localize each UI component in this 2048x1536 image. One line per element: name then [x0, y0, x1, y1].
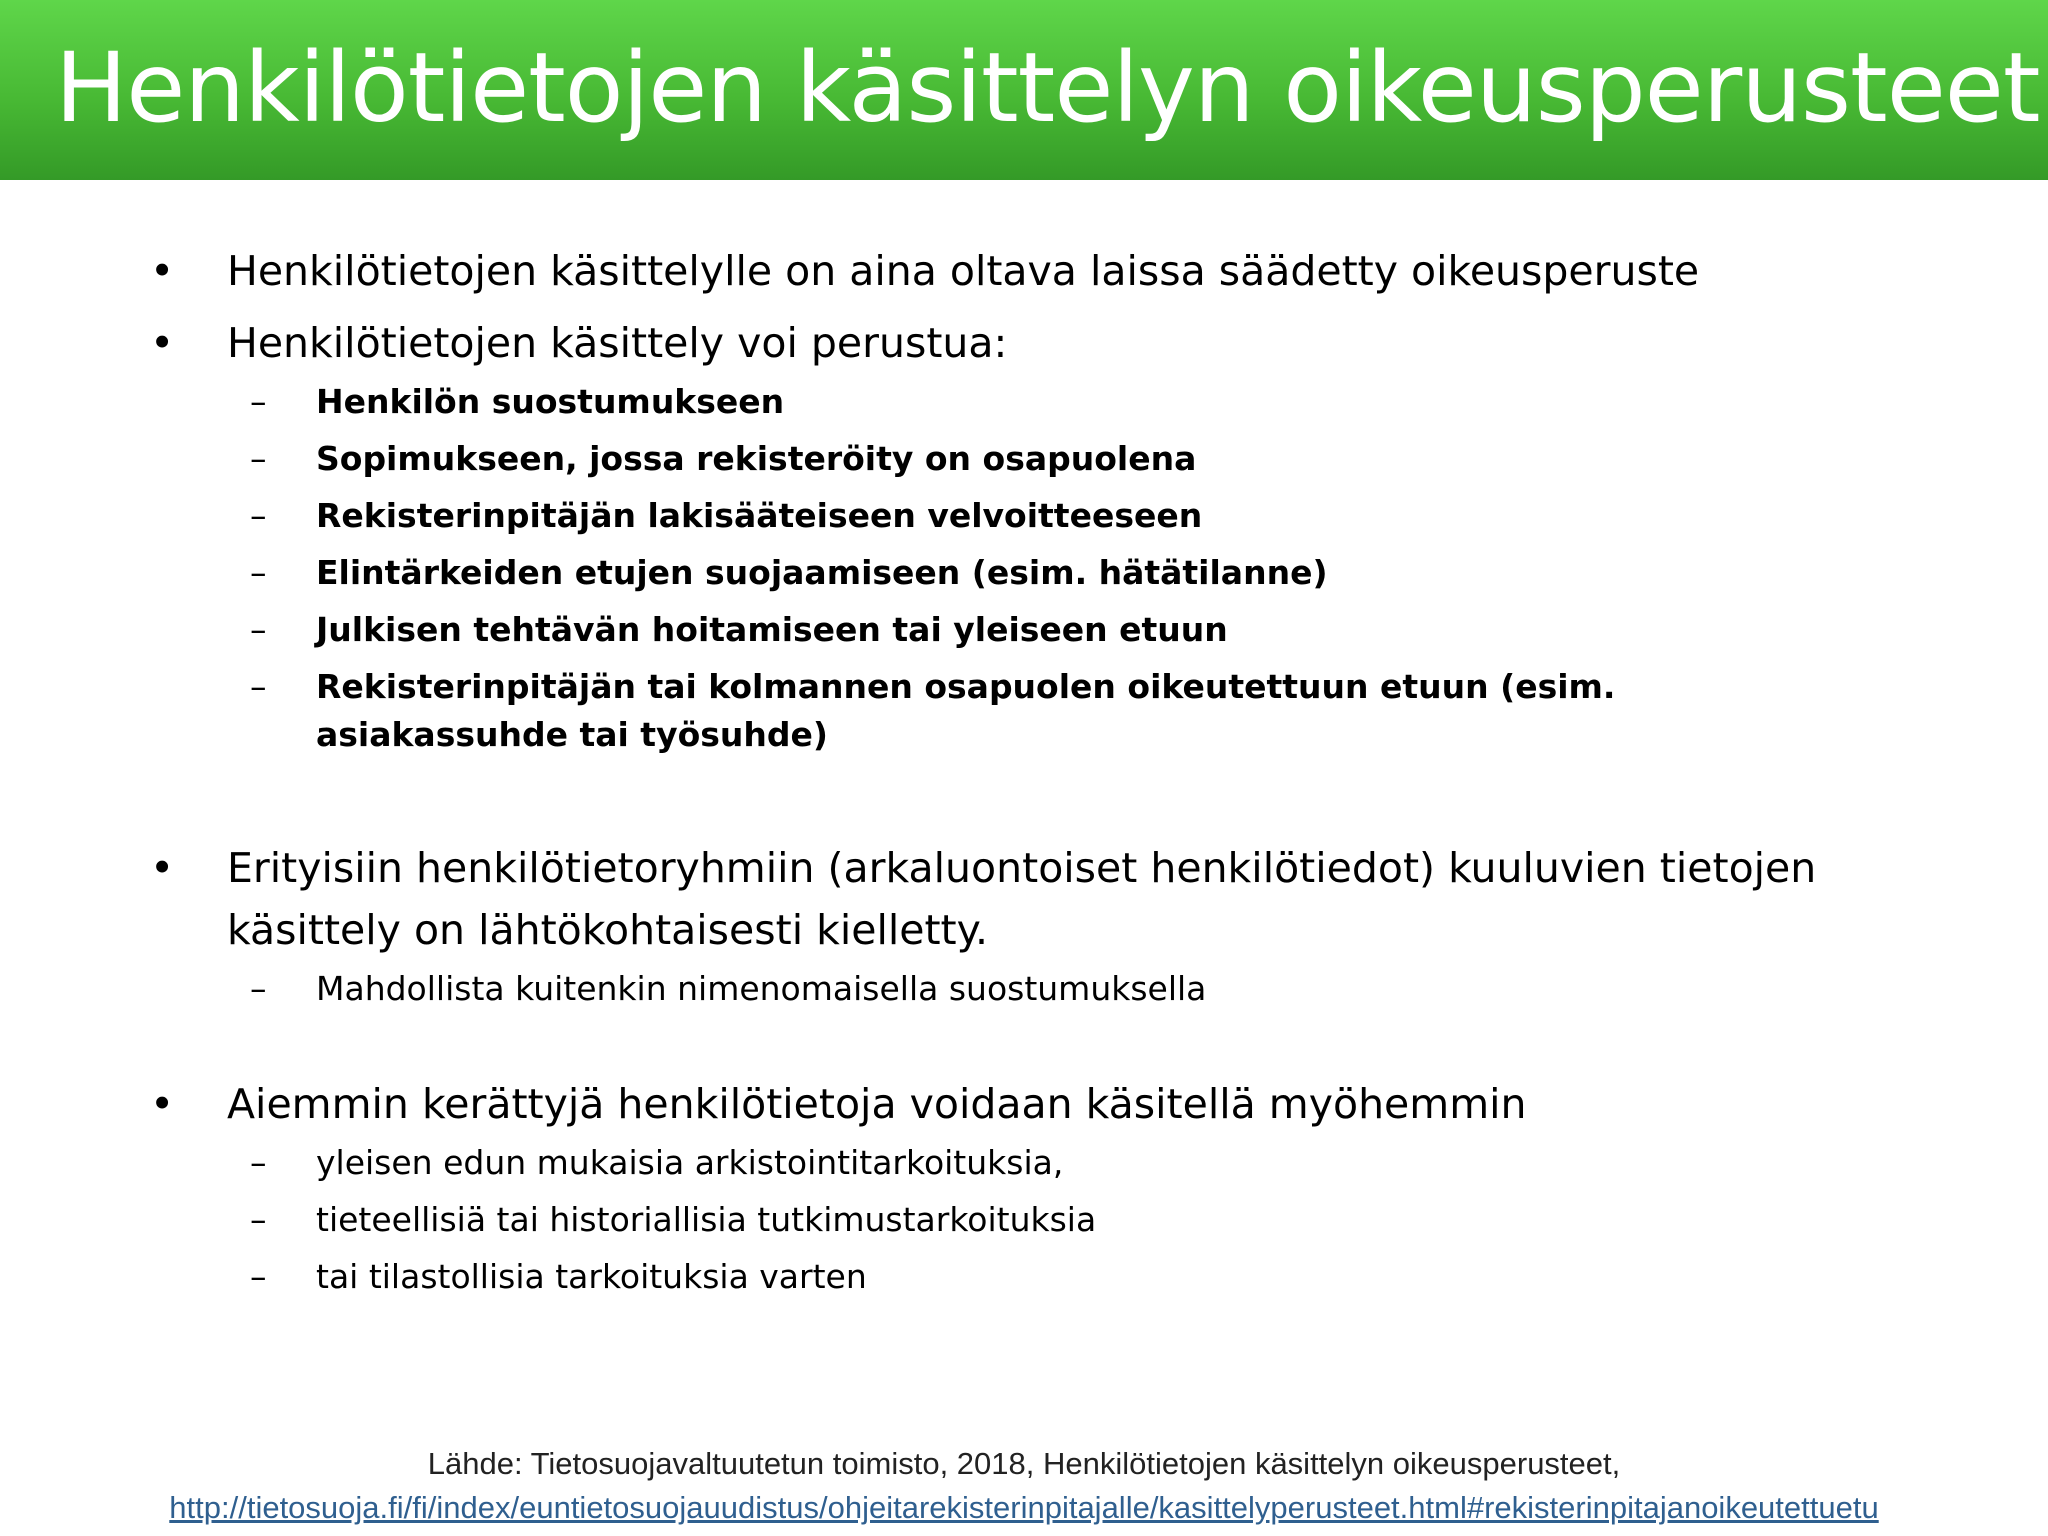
- slide-title: Henkilötietojen käsittelyn oikeusperusteet: [55, 32, 2040, 144]
- dash-icon: –: [250, 969, 267, 1008]
- sub-item: [0, 1253, 2048, 1301]
- bullet-block-2: [0, 312, 2048, 759]
- slide-content: [0, 240, 2048, 1301]
- bullet-block-4: [0, 1073, 2048, 1301]
- sub-item: [0, 435, 2048, 483]
- sub-item: [0, 492, 2048, 540]
- bullet-dot-icon: •: [150, 247, 175, 295]
- bullet-dot-icon: •: [150, 1080, 175, 1128]
- sub-item-text: Rekisterinpitäjän lakisääteiseen velvoitteeseen: [316, 496, 1203, 535]
- source-footer: [0, 1442, 2048, 1530]
- bullet-text: Henkilötietojen käsittelylle on aina oltava laissa säädetty oikeusperuste: [227, 247, 1700, 295]
- sub-item-text: Mahdollista kuitenkin nimenomaisella suostumuksella: [316, 969, 1207, 1008]
- dash-icon: –: [250, 439, 267, 478]
- bullet-text: Erityisiin henkilötietoryhmiin (arkaluontoiset henkilötiedot) kuuluvien tietojen käsittely on lähtökohtaisesti kielletty.: [227, 844, 1817, 954]
- source-text: Lähde: Tietosuojavaltuutetun toimisto, 2018, Henkilötietojen käsittelyn oikeusperusteet,: [427, 1446, 1621, 1481]
- sub-item-text: Rekisterinpitäjän tai kolmannen osapuolen oikeutettuun etuun (esim. asiakassuhde tai työsuhde): [316, 667, 1616, 754]
- dash-icon: –: [250, 382, 267, 421]
- dash-icon: –: [250, 553, 267, 592]
- sub-item: [0, 606, 2048, 654]
- bullet-item: [0, 837, 2048, 961]
- sub-item-text: tieteellisiä tai historiallisia tutkimustarkoituksia: [316, 1200, 1097, 1239]
- dash-icon: –: [250, 1143, 267, 1182]
- sub-item-text: Julkisen tehtävän hoitamiseen tai yleiseen etuun: [316, 610, 1228, 649]
- bullet-block-3: [0, 837, 2048, 1013]
- dash-icon: –: [250, 496, 267, 535]
- sub-item: [0, 1196, 2048, 1244]
- sub-item: [0, 965, 2048, 1013]
- sub-item: [0, 663, 2048, 759]
- bullet-item: [0, 312, 2048, 374]
- sub-item-text: yleisen edun mukaisia arkistointitarkoituksia,: [316, 1143, 1064, 1182]
- sub-item-text: Henkilön suostumukseen: [316, 382, 785, 421]
- title-bar: [0, 0, 2048, 180]
- sub-item: [0, 378, 2048, 426]
- dash-icon: –: [250, 667, 267, 706]
- sub-item-text: tai tilastollisia tarkoituksia varten: [316, 1257, 867, 1296]
- sub-item-text: Sopimukseen, jossa rekisteröity on osapuolena: [316, 439, 1197, 478]
- source-link[interactable]: http://tietosuoja.fi/fi/index/euntietosuojauudistus/ohjeitarekisterinpitajalle/kasittelyperusteet.html#rekisterinpitajanoikeutettuetu: [169, 1490, 1879, 1525]
- bullet-dot-icon: •: [150, 319, 175, 367]
- sub-item: [0, 1139, 2048, 1187]
- dash-icon: –: [250, 1257, 267, 1296]
- bullet-block-1: [0, 240, 2048, 302]
- bullet-item: [0, 1073, 2048, 1135]
- bullet-text: Aiemmin kerättyjä henkilötietoja voidaan käsitellä myöhemmin: [227, 1080, 1527, 1128]
- dash-icon: –: [250, 610, 267, 649]
- sub-item: [0, 549, 2048, 597]
- bullet-text: Henkilötietojen käsittely voi perustua:: [227, 319, 1008, 367]
- bullet-item: [0, 240, 2048, 302]
- sub-item-text: Elintärkeiden etujen suojaamiseen (esim. hätätilanne): [316, 553, 1328, 592]
- bullet-dot-icon: •: [150, 844, 175, 892]
- dash-icon: –: [250, 1200, 267, 1239]
